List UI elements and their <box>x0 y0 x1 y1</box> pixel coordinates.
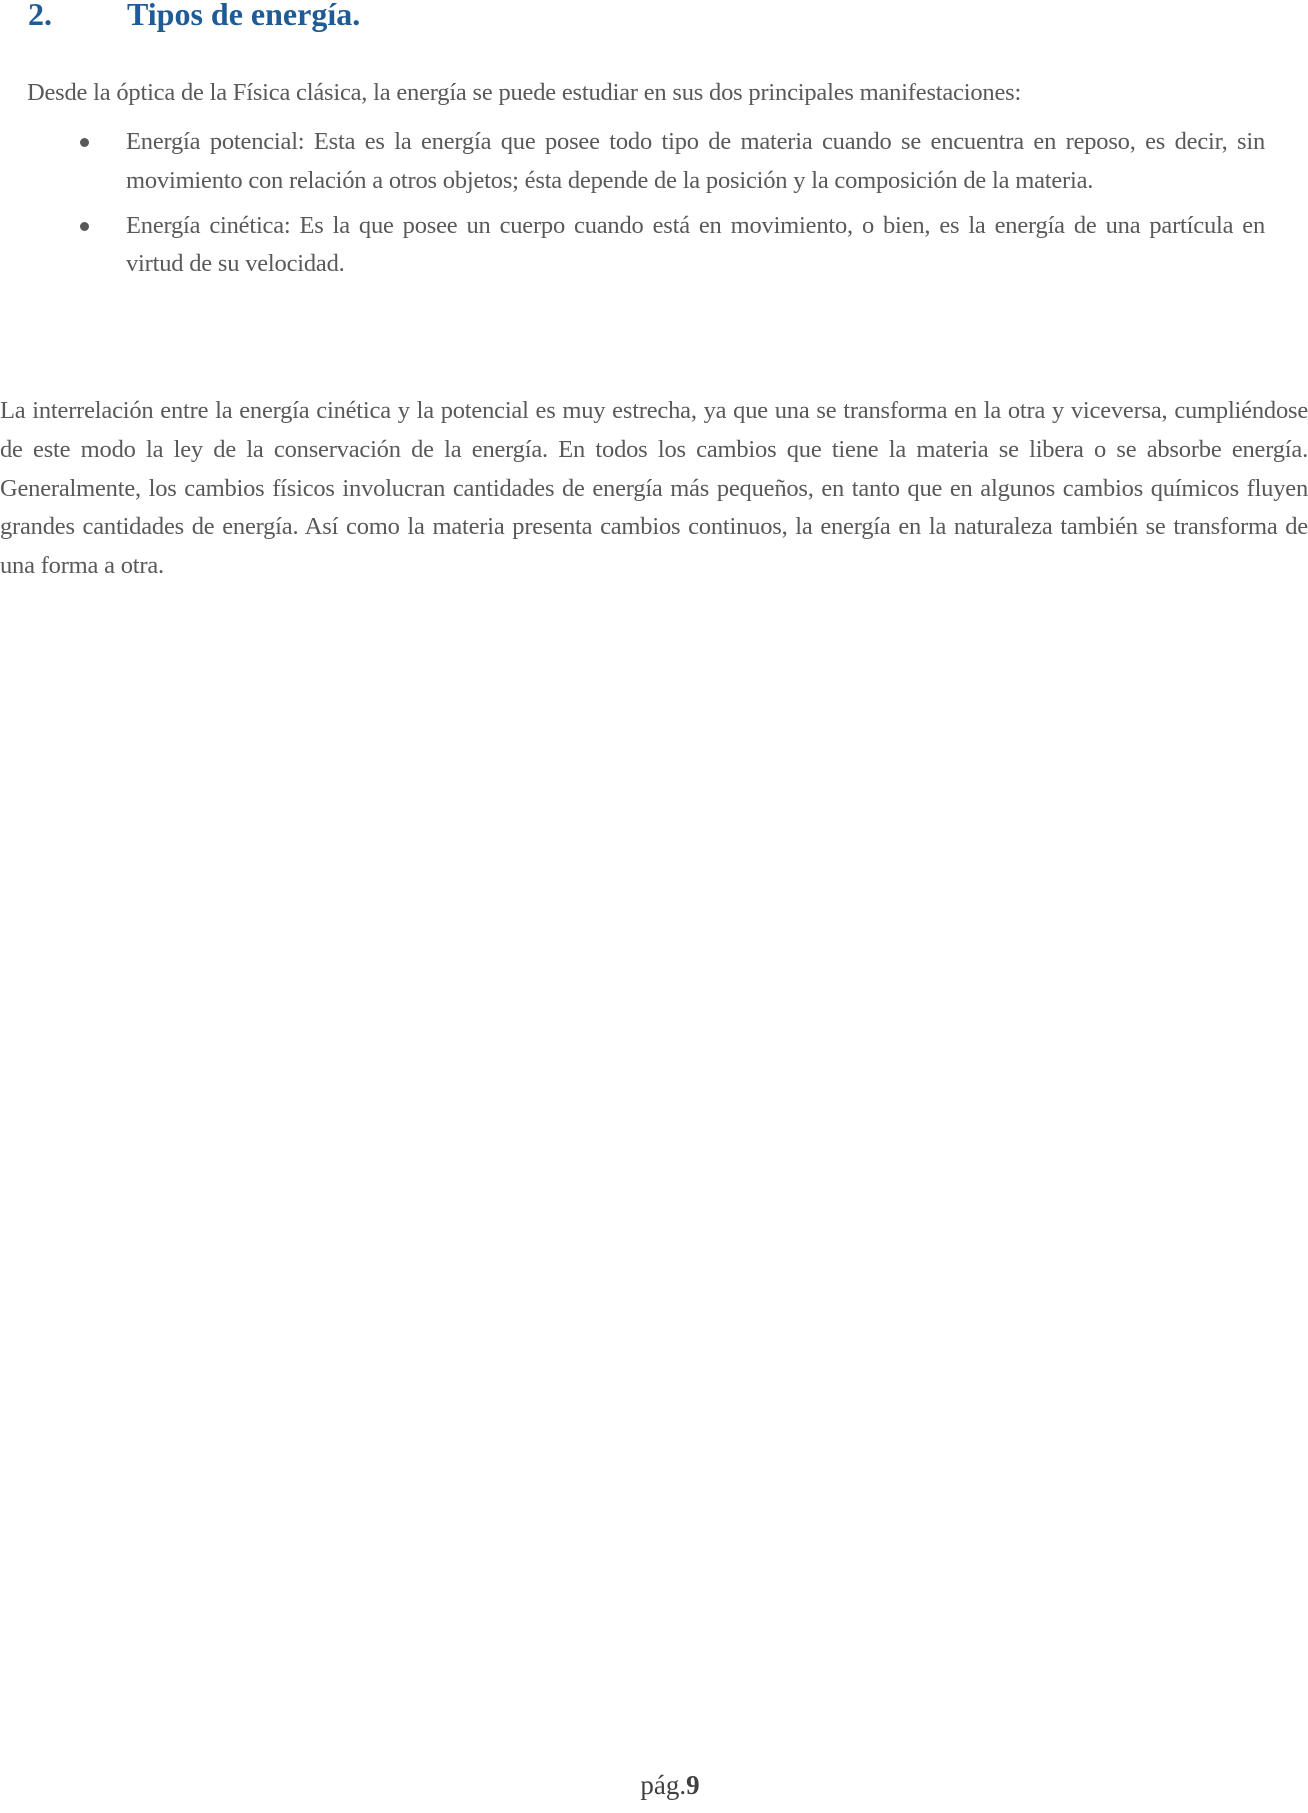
list-item <box>126 123 1265 201</box>
energy-types-list <box>0 123 1308 290</box>
section-number: 2. <box>28 0 52 32</box>
section-title: Tipos de energía. <box>127 0 361 32</box>
page-label: pág. <box>640 1770 687 1800</box>
list-item <box>126 207 1265 285</box>
body-paragraph: La interrelación entre la energía cinética y la potencial es muy estrecha, ya que una se transforma en la otra y viceversa, cumpliéndose de este modo la ley de la conservación de la energía. En todos los cambios que tiene la materia se libera o se absorbe energía. Generalmente, los cambios físicos involucran cantidades de energía más pequeños, en tanto que en algunos cambios químicos fluyen grandes cantidades de energía. Así como la materia presenta cambios continuos, la energía en la naturaleza también se transforma de una forma a otra. <box>0 397 1308 580</box>
bullet-icon <box>80 222 89 231</box>
bullet-icon <box>80 138 89 147</box>
list-item-text: Energía cinética: Es la que posee un cuerpo cuando está en movimiento, o bien, es la energía de una partícula en virtud de su velocidad. <box>126 211 1265 278</box>
page-number: 9 <box>686 1770 700 1800</box>
section-heading <box>28 0 360 33</box>
intro-paragraph: Desde la óptica de la Física clásica, la energía se puede estudiar en sus dos principales manifestaciones: <box>27 79 1022 106</box>
list-item-text: Energía potencial: Esta es la energía que posee todo tipo de materia cuando se encuentra en reposo, es decir, sin movimiento con relación a otros objetos; ésta depende de la posición y la composición de la materia. <box>126 128 1265 194</box>
page-footer <box>0 1770 1308 1801</box>
